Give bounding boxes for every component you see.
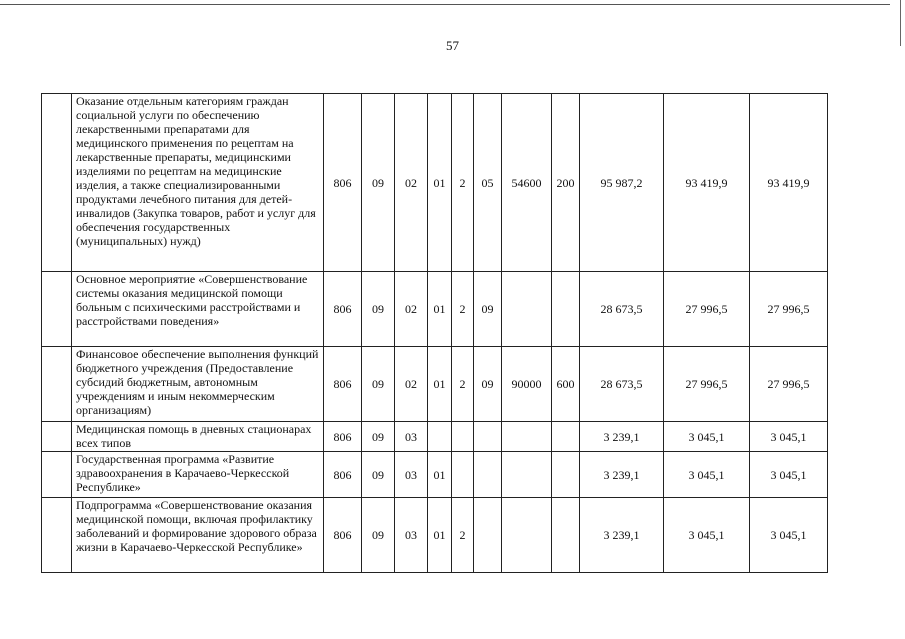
program-cell: 01 xyxy=(428,498,452,573)
table-row xyxy=(42,272,828,347)
program-cell: 01 xyxy=(428,452,452,498)
table-row xyxy=(42,347,828,422)
program-cell: 01 xyxy=(428,94,452,272)
amount-year2-cell: 3 045,1 xyxy=(664,498,750,573)
section-cell: 09 xyxy=(362,94,395,272)
subprogram-cell: 2 xyxy=(452,347,474,422)
subprogram-cell xyxy=(452,422,474,452)
expense-type-cell xyxy=(552,422,580,452)
amount-year2-cell: 3 045,1 xyxy=(664,452,750,498)
main-event-cell xyxy=(474,422,502,452)
expense-type-cell: 600 xyxy=(552,347,580,422)
row-number-cell xyxy=(42,94,72,272)
section-cell: 09 xyxy=(362,272,395,347)
description-cell: Подпрограмма «Совершенствование оказания медицинской помощи, включая профилактику заболеваний и формирование здорового образа жизни в Карачаево-Черкесской Республике» xyxy=(72,498,324,573)
section-cell: 09 xyxy=(362,347,395,422)
amount-year1-cell: 28 673,5 xyxy=(580,347,664,422)
amount-year1-cell: 3 239,1 xyxy=(580,422,664,452)
table-row xyxy=(42,94,828,272)
subprogram-cell: 2 xyxy=(452,94,474,272)
description-cell: Государственная программа «Развитие здравоохранения в Карачаево-Черкесской Республике» xyxy=(72,452,324,498)
table-row xyxy=(42,422,828,452)
description-cell: Основное мероприятие «Совершенствование системы оказания медицинской помощи больным с психическими расстройствами и расстройствами поведения» xyxy=(72,272,324,347)
row-number-cell xyxy=(42,347,72,422)
ministry-cell: 806 xyxy=(324,498,362,573)
table-row xyxy=(42,498,828,573)
direction-cell xyxy=(502,272,552,347)
page-number: 57 xyxy=(446,38,459,53)
amount-year1-cell: 3 239,1 xyxy=(580,498,664,573)
description-cell: Оказание отдельным категориям граждан социальной услуги по обеспечению лекарственными препаратами для медицинского применения по рецептам на лекарственные препараты, медицинскими изделиями по рецептам на медицинские изделия, а также специализированными продуктами лечебного питания для детей-инвалидов (Закупка товаров, работ и услуг для обеспечения государственных (муниципальных) нужд) xyxy=(72,94,324,272)
amount-year2-cell: 27 996,5 xyxy=(664,347,750,422)
direction-cell xyxy=(502,452,552,498)
scan-edge-line-top xyxy=(0,4,890,5)
program-cell: 01 xyxy=(428,347,452,422)
row-number-cell xyxy=(42,272,72,347)
row-number-cell xyxy=(42,422,72,452)
direction-cell: 54600 xyxy=(502,94,552,272)
ministry-cell: 806 xyxy=(324,452,362,498)
amount-year3-cell: 3 045,1 xyxy=(750,452,828,498)
amount-year3-cell: 3 045,1 xyxy=(750,422,828,452)
expense-type-cell xyxy=(552,498,580,573)
subsection-cell: 03 xyxy=(395,422,428,452)
expense-type-cell xyxy=(552,452,580,498)
amount-year2-cell: 93 419,9 xyxy=(664,94,750,272)
amount-year3-cell: 27 996,5 xyxy=(750,272,828,347)
budget-table xyxy=(41,93,828,573)
direction-cell: 90000 xyxy=(502,347,552,422)
subsection-cell: 03 xyxy=(395,498,428,573)
section-cell: 09 xyxy=(362,498,395,573)
subprogram-cell: 2 xyxy=(452,272,474,347)
amount-year3-cell: 93 419,9 xyxy=(750,94,828,272)
amount-year1-cell: 3 239,1 xyxy=(580,452,664,498)
amount-year3-cell: 3 045,1 xyxy=(750,498,828,573)
description-cell: Финансовое обеспечение выполнения функций бюджетного учреждения (Предоставление субсидий бюджетным, автономным учреждениям и иным некоммерческим организациям) xyxy=(72,347,324,422)
table-row xyxy=(42,452,828,498)
main-event-cell xyxy=(474,452,502,498)
row-number-cell xyxy=(42,498,72,573)
ministry-cell: 806 xyxy=(324,347,362,422)
subprogram-cell: 2 xyxy=(452,498,474,573)
amount-year2-cell: 27 996,5 xyxy=(664,272,750,347)
main-event-cell: 05 xyxy=(474,94,502,272)
expense-type-cell: 200 xyxy=(552,94,580,272)
subprogram-cell xyxy=(452,452,474,498)
subsection-cell: 02 xyxy=(395,94,428,272)
main-event-cell: 09 xyxy=(474,347,502,422)
direction-cell xyxy=(502,498,552,573)
amount-year1-cell: 95 987,2 xyxy=(580,94,664,272)
main-event-cell: 09 xyxy=(474,272,502,347)
amount-year1-cell: 28 673,5 xyxy=(580,272,664,347)
expense-type-cell xyxy=(552,272,580,347)
row-number-cell xyxy=(42,452,72,498)
program-cell: 01 xyxy=(428,272,452,347)
program-cell xyxy=(428,422,452,452)
amount-year2-cell: 3 045,1 xyxy=(664,422,750,452)
subsection-cell: 02 xyxy=(395,272,428,347)
amount-year3-cell: 27 996,5 xyxy=(750,347,828,422)
description-cell: Медицинская помощь в дневных стационарах всех типов xyxy=(72,422,324,452)
ministry-cell: 806 xyxy=(324,94,362,272)
ministry-cell: 806 xyxy=(324,272,362,347)
main-event-cell xyxy=(474,498,502,573)
subsection-cell: 03 xyxy=(395,452,428,498)
direction-cell xyxy=(502,422,552,452)
ministry-cell: 806 xyxy=(324,422,362,452)
section-cell: 09 xyxy=(362,452,395,498)
section-cell: 09 xyxy=(362,422,395,452)
subsection-cell: 02 xyxy=(395,347,428,422)
